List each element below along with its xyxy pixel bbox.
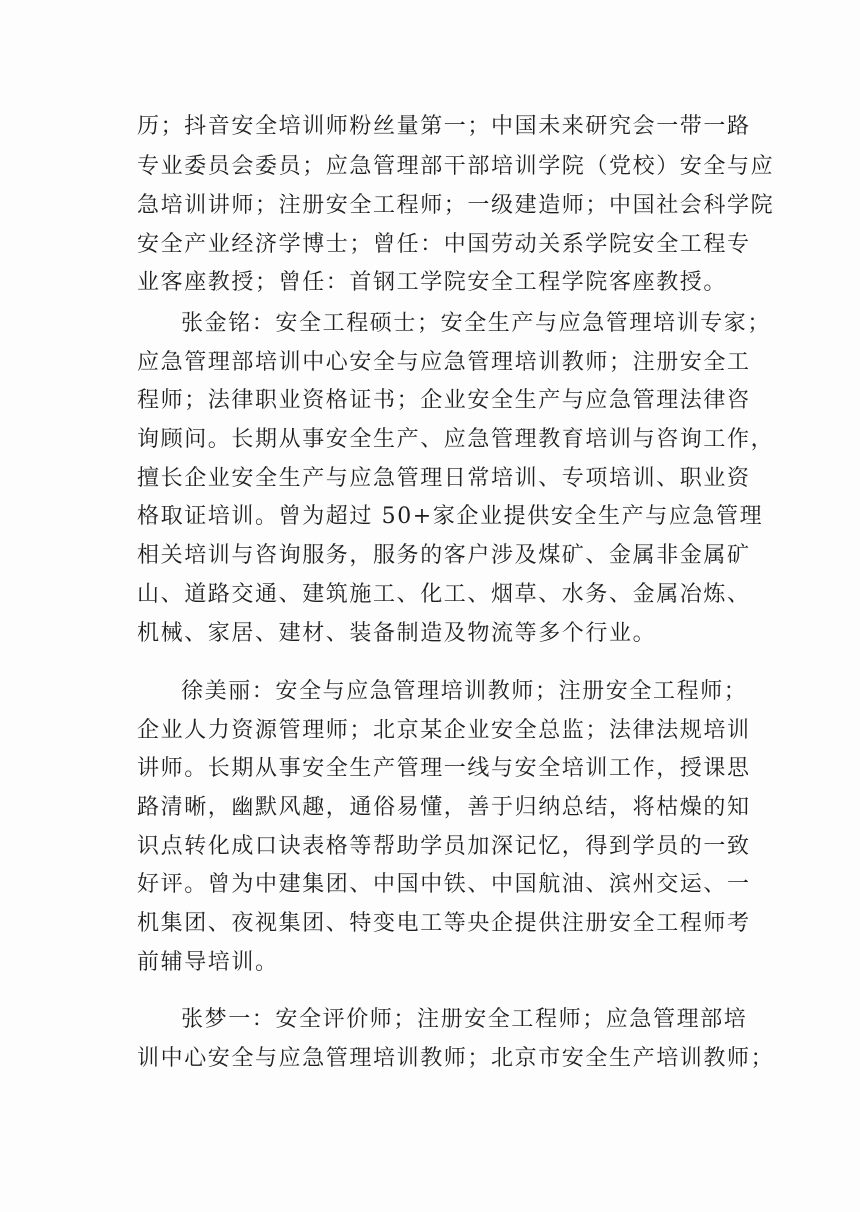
- text-line: 程师；法律职业资格证书；企业安全生产与应急管理法律咨: [137, 388, 751, 413]
- text-line: 讲师。长期从事安全生产管理一线与安全培训工作，授课思: [137, 756, 751, 781]
- text-line: 应急管理部培训中心安全与应急管理培训教师；注册安全工: [137, 350, 751, 375]
- text-line: 擅长企业安全生产与应急管理日常培训、专项培训、职业资: [137, 466, 751, 491]
- text-line: 山、道路交通、建筑施工、化工、烟草、水务、金属冶炼、: [137, 582, 751, 607]
- text-line: 格取证培训。曾为超过 50+家企业提供安全生产与应急管理: [137, 504, 764, 529]
- text-line: 专业委员会委员；应急管理部干部培训学院（党校）安全与应: [137, 154, 775, 179]
- text-line: 训中心安全与应急管理培训教师；北京市安全生产培训教师；: [137, 1046, 775, 1071]
- text-line: 前辅导培训。: [137, 950, 279, 975]
- paragraph-start-xu-meili: 徐美丽：安全与应急管理培训教师；注册安全工程师；: [181, 679, 748, 704]
- text-line: 企业人力资源管理师；北京某企业安全总监；法律法规培训: [137, 718, 751, 743]
- text-line: 安全产业经济学博士；曾任：中国劳动关系学院安全工程专: [137, 232, 751, 257]
- text-line: 业客座教授；曾任：首钢工学院安全工程学院客座教授。: [137, 270, 728, 295]
- paragraph-start-zhang-jinming: 张金铭：安全工程硕士；安全生产与应急管理培训专家；: [181, 311, 772, 336]
- paragraph-start-zhang-mengyi: 张梦一：安全评价师；注册安全工程师；应急管理部培: [181, 1007, 748, 1032]
- text-line: 急培训讲师；注册安全工程师；一级建造师；中国社会科学院: [137, 193, 775, 218]
- text-line: 机集团、夜视集团、特变电工等央企提供注册安全工程师考: [137, 911, 751, 936]
- text-line: 询顾问。长期从事安全生产、应急管理教育培训与咨询工作，: [137, 427, 775, 452]
- text-line: 历；抖音安全培训师粉丝量第一；中国未来研究会一带一路: [137, 114, 751, 139]
- text-line: 识点转化成口诀表格等帮助学员加深记忆，得到学员的一致: [137, 834, 751, 859]
- text-line: 机械、家居、建材、装备制造及物流等多个行业。: [137, 621, 657, 646]
- text-line: 相关培训与咨询服务，服务的客户涉及煤矿、金属非金属矿: [137, 543, 751, 568]
- text-line: 路清晰，幽默风趣，通俗易懂，善于归纳总结，将枯燥的知: [137, 795, 751, 820]
- text-line: 好评。曾为中建集团、中国中铁、中国航油、滨州交运、一: [137, 872, 751, 897]
